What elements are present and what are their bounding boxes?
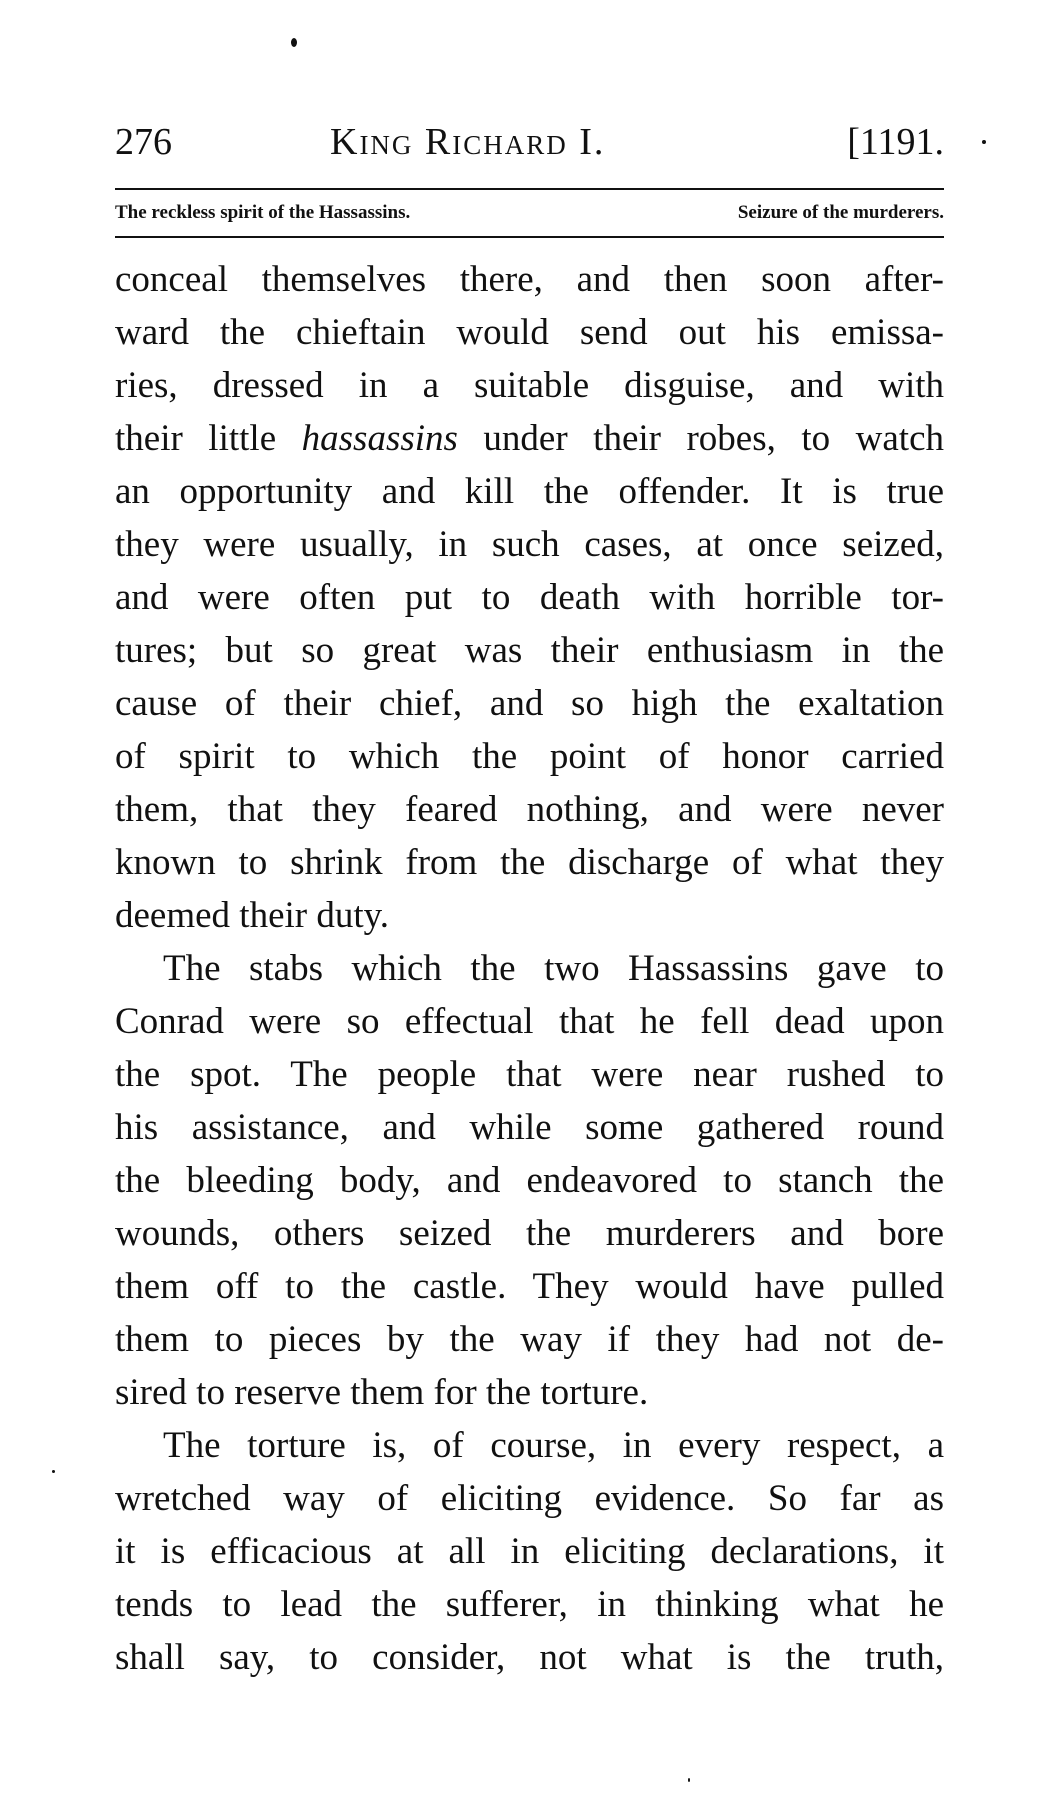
text-run: their little	[115, 418, 302, 459]
text-line: cause of their chief, and so high the exaltation	[115, 683, 944, 724]
subheader-left: The reckless spirit of the Hassassins.	[115, 202, 411, 223]
text-line: them to pieces by the way if they had not de-	[115, 1319, 944, 1360]
text-line: them off to the castle. They would have pulled	[115, 1266, 944, 1307]
ink-speck	[982, 140, 986, 144]
italic-word: hassassins	[301, 418, 458, 459]
text-line: tures; but so great was their enthusiasm in the	[115, 630, 944, 671]
ink-speck	[688, 1778, 690, 1782]
text-line: Conrad were so effectual that he fell dead upon	[115, 1001, 944, 1042]
year-marker: [1191.	[847, 121, 944, 163]
header-rule	[115, 188, 944, 190]
text-line: known to shrink from the discharge of what they	[115, 842, 944, 883]
text-line: they were usually, in such cases, at once seized,	[115, 524, 944, 565]
page-number: 276	[115, 121, 172, 163]
body-text	[115, 253, 944, 1684]
text-line: conceal themselves there, and then soon after-	[115, 259, 944, 300]
ink-speck	[291, 38, 297, 47]
text-line: tends to lead the sufferer, in thinking what he	[115, 1584, 944, 1625]
subheader-right: Seizure of the murderers.	[737, 202, 944, 223]
text-line	[115, 412, 944, 465]
page-header	[115, 118, 944, 166]
text-line: wounds, others seized the murderers and bore	[115, 1213, 944, 1254]
text-line: of spirit to which the point of honor carried	[115, 736, 944, 777]
text-line: wretched way of eliciting evidence. So far as	[115, 1478, 944, 1519]
ink-speck	[52, 1470, 55, 1473]
text-line: the bleeding body, and endeavored to stanch the	[115, 1160, 944, 1201]
text-line: shall say, to consider, not what is the truth,	[115, 1637, 944, 1678]
running-subheader	[115, 198, 944, 228]
text-line: deemed their duty.	[115, 895, 389, 936]
text-line: and were often put to death with horrible tor-	[115, 577, 944, 618]
text-line: them, that they feared nothing, and were never	[115, 789, 944, 830]
text-line: ward the chieftain would send out his emissa-	[115, 312, 944, 353]
text-line: it is efficacious at all in eliciting declarations, it	[115, 1531, 944, 1572]
text-line: his assistance, and while some gathered round	[115, 1107, 944, 1148]
text-line: ries, dressed in a suitable disguise, and with	[115, 365, 944, 406]
subheader-rule	[115, 236, 944, 238]
text-line: an opportunity and kill the offender. It is true	[115, 471, 944, 512]
text-run: under their robes, to watch	[457, 418, 944, 459]
running-title: King Richard I.	[330, 121, 606, 163]
text-line: sired to reserve them for the torture.	[115, 1372, 649, 1413]
text-line: The torture is, of course, in every respect, a	[163, 1425, 944, 1466]
text-line: The stabs which the two Hassassins gave to	[163, 948, 944, 989]
text-line: the spot. The people that were near rushed to	[115, 1054, 944, 1095]
